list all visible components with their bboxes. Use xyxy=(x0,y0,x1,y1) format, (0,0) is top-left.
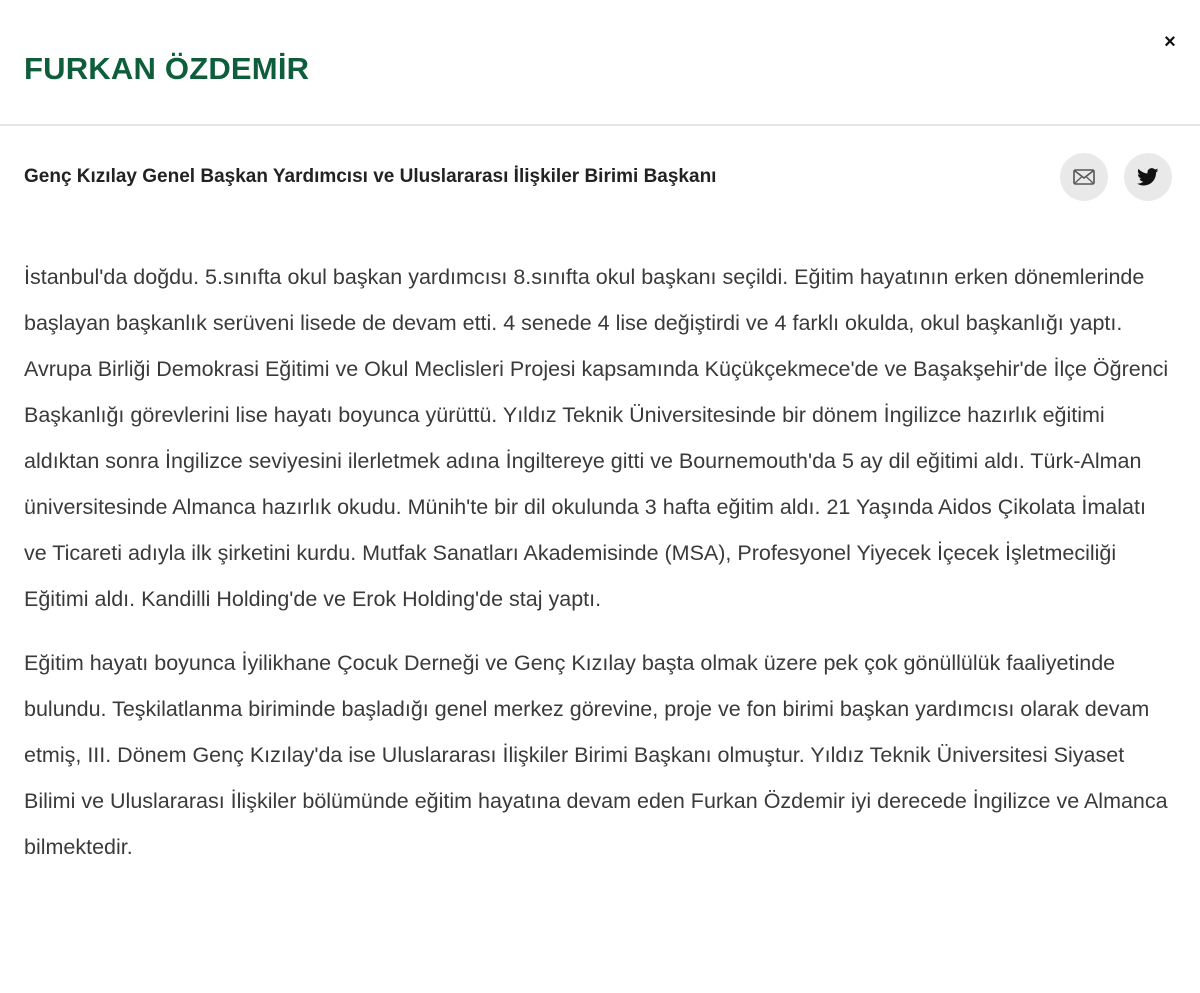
bio-paragraph: Eğitim hayatı boyunca İyilikhane Çocuk Derneği ve Genç Kızılay başta olmak üzere pek çok gönüllülük faaliyetinde bulundu. Teşkilatlanma biriminde başladığı genel merkez görevine, proje ve fon birimi başkan yardımcısı olarak devam etmiş, III. Dönem Genç Kızılay'da ise Uluslararası İlişkiler Birimi Başkanı olmuştur. Yıldız Teknik Üniversitesi Siyaset Bilimi ve Uluslararası İlişkiler bölümünde eğitim hayatına devam eden Furkan Özdemir iyi derecede İngilizce ve Almanca bilmektedir. xyxy=(24,651,1168,859)
close-icon: × xyxy=(1164,31,1176,53)
subtitle-row xyxy=(0,126,1200,226)
twitter-icon xyxy=(1137,168,1159,186)
share-twitter-button[interactable] xyxy=(1124,153,1172,201)
bio-paragraph: İstanbul'da doğdu. 5.sınıfta okul başkan yardımcısı 8.sınıfta okul başkanı seçildi. Eğitim hayatının erken dönemlerinde başlayan başkanlık serüveni lisede de devam etti. 4 senede 4 lise değiştirdi ve 4 farklı okulda, okul başkanlığı yaptı. Avrupa Birliği Demokrasi Eğitimi ve Okul Meclisleri Projesi kapsamında Küçükçekmece'de ve Başakşehir'de İlçe Öğrenci Başkanlığı görevlerini lise hayatı boyunca yürüttü. Yıldız Teknik Üniversitesinde bir dönem İngilizce hazırlık eğitimi aldıktan sonra İngilizce seviyesini ilerletmek adına İngiltereye gitti ve Bournemouth'da 5 ay dil eğitimi aldı. Türk-Alman üniversitesinde Almanca hazırlık okudu. Münih'te bir dil okulunda 3 hafta eğitim aldı. 21 Yaşında Aidos Çikolata İmalatı ve Ticareti adıyla ilk şirketini kurdu. Mutfak Sanatları Akademisinde (MSA), Profesyonel Yiyecek İçecek İşletmeciliği Eğitimi aldı. Kandilli Holding'de ve Erok Holding'de staj yaptı. xyxy=(24,265,1169,611)
modal-header xyxy=(0,0,1200,126)
position-subtitle: Genç Kızılay Genel Başkan Yardımcısı ve Uluslararası İlişkiler Birimi Başkanı xyxy=(24,166,717,187)
close-button[interactable] xyxy=(1158,30,1182,54)
biography xyxy=(24,254,1174,870)
modal-title: FURKAN ÖZDEMİR xyxy=(24,51,310,86)
share-mail-button[interactable] xyxy=(1060,153,1108,201)
mail-icon xyxy=(1073,169,1095,185)
